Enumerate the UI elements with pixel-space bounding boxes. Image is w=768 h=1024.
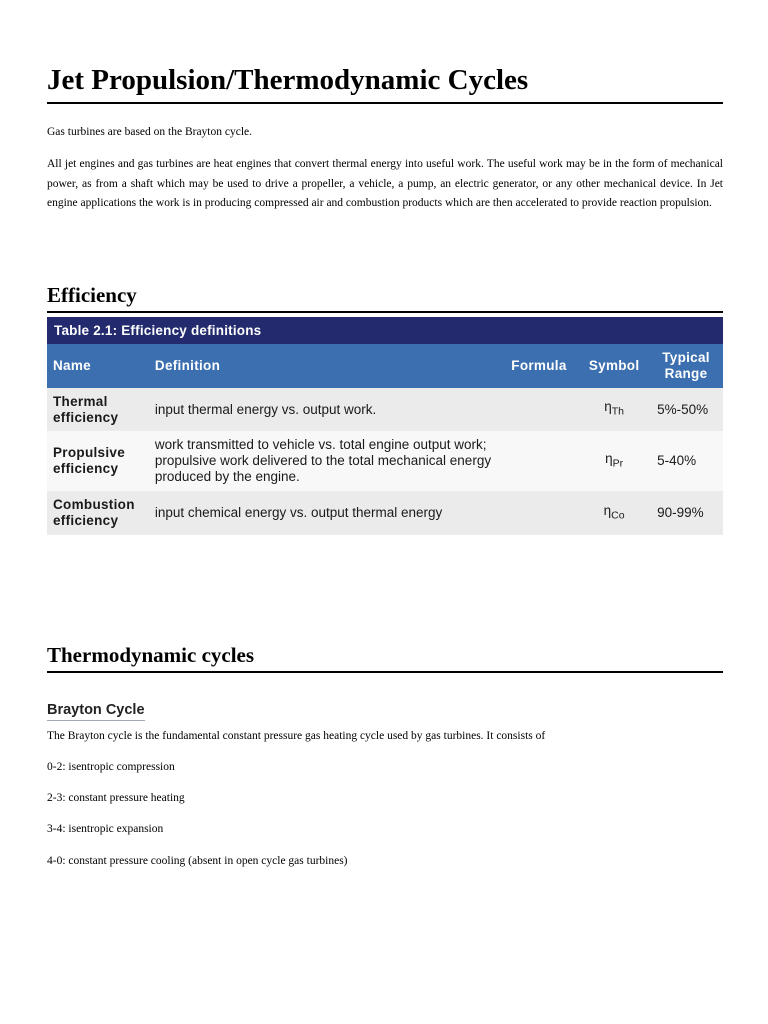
column-header-range: Typical Range [649, 344, 723, 388]
column-header-formula: Formula [505, 344, 579, 388]
subsection-heading-brayton-cycle: Brayton Cycle [47, 701, 145, 721]
page-title: Jet Propulsion/Thermodynamic Cycles [47, 62, 723, 104]
efficiency-table [47, 317, 723, 535]
row-name-cell: Combustion efficiency [47, 491, 149, 535]
row-range-cell: 5-40% [649, 431, 723, 491]
row-range-cell: 90-99% [649, 491, 723, 535]
symbol-base: η [604, 399, 612, 415]
row-range-cell: 5%-50% [649, 388, 723, 431]
brayton-step-list-item: 3-4: isentropic expansion [47, 823, 164, 835]
brayton-step-list-item: 4-0: constant pressure cooling (absent in open cycle gas turbines) [47, 855, 348, 867]
column-header-name: Name [47, 344, 149, 388]
symbol-base: η [603, 502, 612, 518]
symbol-subscript: Pr [612, 457, 624, 470]
table-caption: Table 2.1: Efficiency definitions [47, 317, 723, 344]
row-definition-cell: input thermal energy vs. output work. [149, 388, 505, 431]
row-formula-cell [505, 388, 579, 431]
table-row [47, 431, 723, 491]
table-row [47, 388, 723, 431]
symbol-subscript: Co [611, 509, 625, 522]
column-header-definition: Definition [149, 344, 505, 388]
symbol-base: η [605, 450, 613, 466]
brayton-intro-paragraph: The Brayton cycle is the fundamental constant pressure gas heating cycle used by gas turbines. It consists of [47, 730, 546, 742]
intro-paragraph-1: Gas turbines are based on the Brayton cycle. [47, 126, 253, 138]
row-name-cell: Thermal efficiency [47, 388, 149, 431]
row-definition-cell: input chemical energy vs. output thermal energy [149, 491, 505, 535]
section-heading-thermodynamic-cycles: Thermodynamic cycles [47, 642, 723, 673]
symbol-subscript: Th [611, 405, 625, 418]
table-row [47, 491, 723, 535]
row-definition-cell: work transmitted to vehicle vs. total engine output work; propulsive work delivered to the total mechanical energy produced by the engine. [149, 431, 505, 491]
row-symbol-cell [579, 491, 649, 535]
row-name-cell: Propulsive efficiency [47, 431, 149, 491]
intro-paragraph-2: All jet engines and gas turbines are heat engines that convert thermal energy into useful work. The useful work may be in the form of mechanical power, as from a shaft which may be used to drive a propeller, a vehicle, a pump, an electric generator, or any other mechanical device. In Jet engine applications the work is in producing compressed air and combustion products which are then accelerated to provide reaction propulsion. [47, 158, 723, 209]
row-formula-cell [505, 491, 579, 535]
table-header-row [47, 344, 723, 388]
brayton-step-list-item: 2-3: constant pressure heating [47, 792, 185, 804]
row-symbol-cell [579, 431, 649, 491]
column-header-symbol: Symbol [579, 344, 649, 388]
section-heading-efficiency: Efficiency [47, 282, 723, 313]
row-symbol-cell [579, 388, 649, 431]
row-formula-cell [505, 431, 579, 491]
brayton-step-list-item: 0-2: isentropic compression [47, 761, 175, 773]
